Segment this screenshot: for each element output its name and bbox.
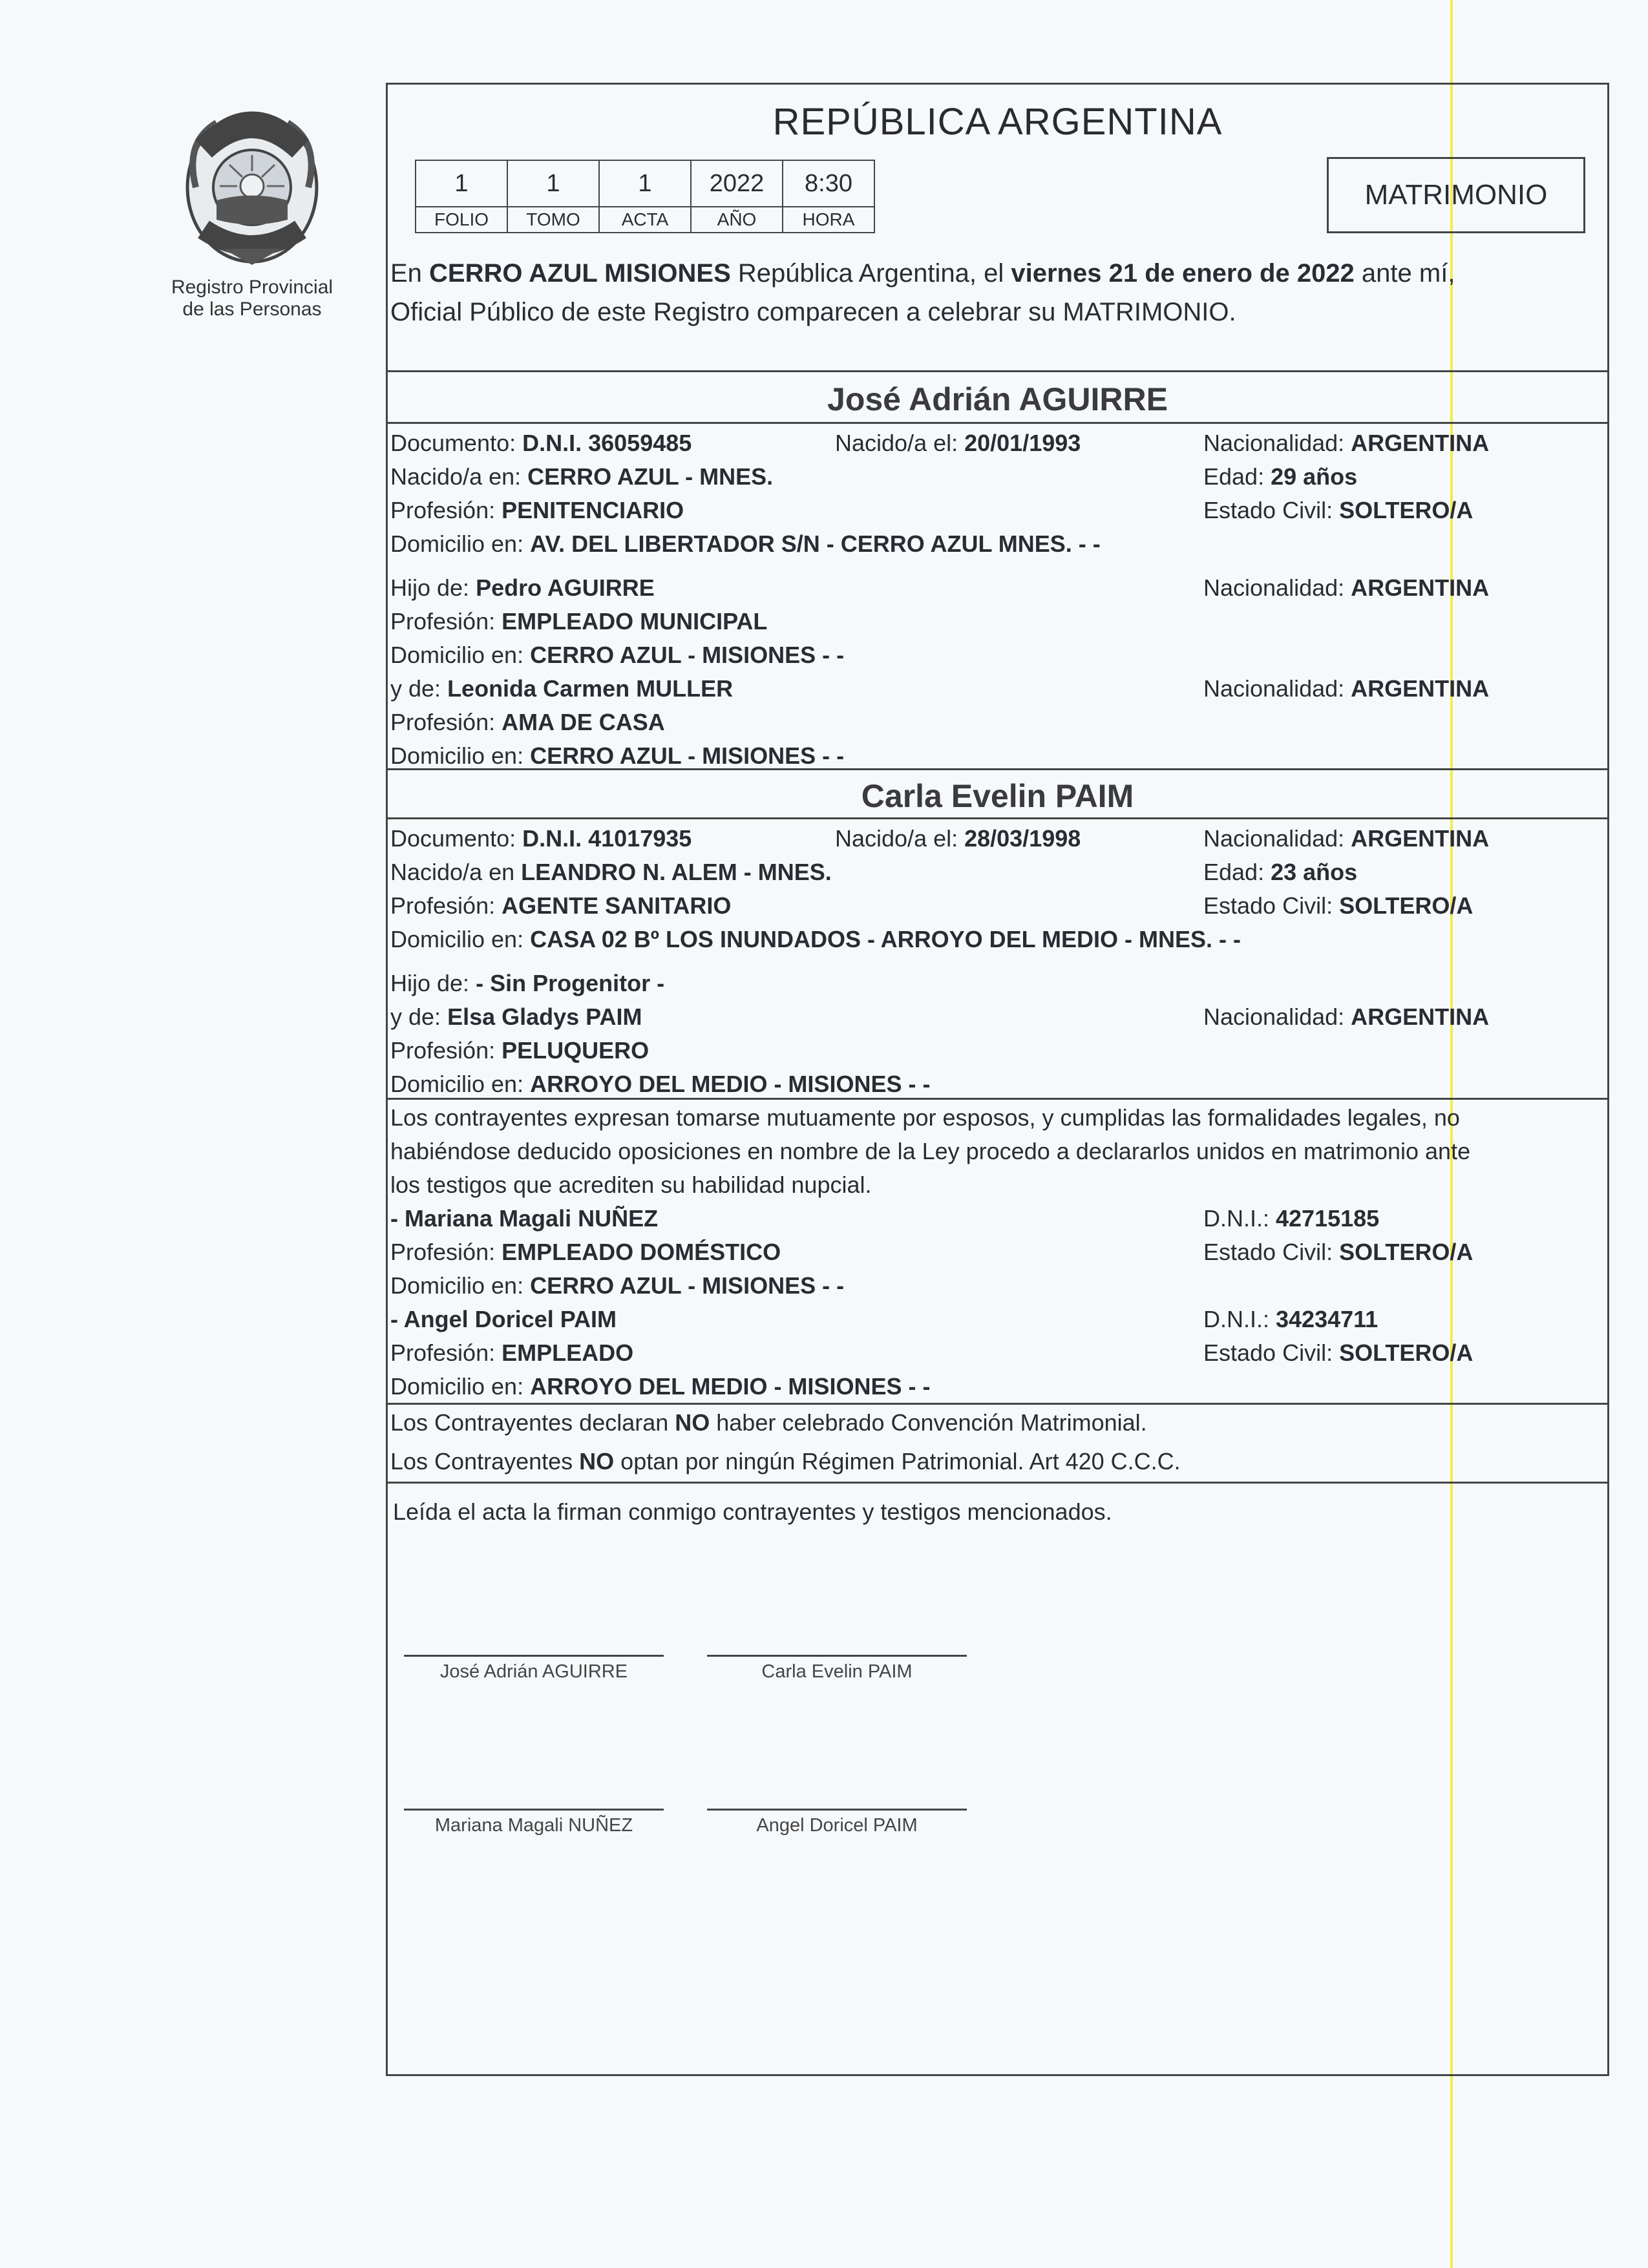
signature-line bbox=[707, 1809, 967, 1811]
spouse1-nacido-el: Nacido/a el: 20/01/1993 bbox=[835, 430, 1081, 456]
spouse1-edad: Edad: 29 años bbox=[1203, 463, 1358, 490]
tomo-label: TOMO bbox=[507, 207, 599, 233]
spouse2-padre: Hijo de: - Sin Progenitor - bbox=[390, 970, 665, 996]
acta-label: ACTA bbox=[599, 207, 691, 233]
signature-name-spouse2: Carla Evelin PAIM bbox=[761, 1661, 913, 1682]
spouse1-nacido-en: Nacido/a en: CERRO AZUL - MNES. bbox=[390, 463, 774, 490]
spouse2-documento: Documento: D.N.I. 41017935 bbox=[390, 825, 692, 852]
anio-label: AÑO bbox=[691, 207, 783, 233]
witness2-name: - Angel Doricel PAIM bbox=[390, 1306, 617, 1332]
spouse2-estado-civil: Estado Civil: SOLTERO/A bbox=[1203, 892, 1474, 919]
spouse2-nacionalidad: Nacionalidad: ARGENTINA bbox=[1203, 825, 1490, 852]
signature-name-spouse1: José Adrián AGUIRRE bbox=[439, 1661, 628, 1682]
misiones-seal-icon bbox=[178, 110, 326, 271]
closing-statement: Leída el acta la firman conmigo contrayentes y testigos mencionados. bbox=[393, 1498, 1112, 1525]
divider bbox=[388, 768, 1607, 770]
spouse1-name: José Adrián AGUIRRE bbox=[827, 381, 1168, 417]
spouse2-madre-profesion: Profesión: PELUQUERO bbox=[390, 1037, 650, 1064]
divider bbox=[388, 422, 1607, 424]
spouse1-padre-nacionalidad: Nacionalidad: ARGENTINA bbox=[1203, 574, 1490, 601]
signature-line bbox=[707, 1655, 967, 1657]
hora-label: HORA bbox=[783, 207, 874, 233]
logo-caption-line2: de las Personas bbox=[182, 299, 322, 320]
spouse2-nacido-en: Nacido/a en LEANDRO N. ALEM - MNES. bbox=[390, 859, 832, 885]
declaration-line1: Los contrayentes expresan tomarse mutuamente por esposos, y cumplidas las formalidades legales, no bbox=[390, 1104, 1460, 1131]
spouse2-madre-nacionalidad: Nacionalidad: ARGENTINA bbox=[1203, 1003, 1490, 1030]
declaration-line3: los testigos que acrediten su habilidad nupcial. bbox=[390, 1171, 872, 1198]
signature-name-witness1: Mariana Magali NUÑEZ bbox=[434, 1815, 633, 1836]
province-logo bbox=[162, 110, 343, 320]
signature-name-witness2: Angel Doricel PAIM bbox=[756, 1815, 918, 1836]
spouse1-padre: Hijo de: Pedro AGUIRRE bbox=[390, 574, 655, 601]
spouse1-estado-civil: Estado Civil: SOLTERO/A bbox=[1203, 497, 1474, 523]
marriage-certificate bbox=[386, 83, 1609, 2076]
record-type-box: MATRIMONIO bbox=[1327, 157, 1585, 233]
spouse1-madre-nacionalidad: Nacionalidad: ARGENTINA bbox=[1203, 675, 1490, 702]
divider bbox=[388, 1098, 1607, 1100]
folio-label: FOLIO bbox=[416, 207, 507, 233]
spouse1-profesion: Profesión: PENITENCIARIO bbox=[390, 497, 684, 523]
intro-line1: En CERRO AZUL MISIONES República Argentina, el viernes 21 de enero de 2022 ante mí, bbox=[390, 259, 1455, 288]
signature-line bbox=[404, 1655, 664, 1657]
spouse1-madre: y de: Leonida Carmen MULLER bbox=[390, 675, 734, 702]
spouse2-profesion: Profesión: AGENTE SANITARIO bbox=[390, 892, 732, 919]
acta-value: 1 bbox=[599, 160, 691, 207]
witness2-estado-civil: Estado Civil: SOLTERO/A bbox=[1203, 1339, 1474, 1366]
witness1-profesion: Profesión: EMPLEADO DOMÉSTICO bbox=[390, 1239, 781, 1265]
tomo-value: 1 bbox=[507, 160, 599, 207]
intro-place: CERRO AZUL MISIONES bbox=[429, 259, 731, 288]
convention-line1: Los Contrayentes declaran NO haber celebrado Convención Matrimonial. bbox=[390, 1409, 1147, 1436]
witness1-domicilio: Domicilio en: CERRO AZUL - MISIONES - - bbox=[390, 1272, 845, 1299]
divider bbox=[388, 817, 1607, 819]
convention-line2: Los Contrayentes NO optan por ningún Régimen Patrimonial. Art 420 C.C.C. bbox=[390, 1448, 1181, 1475]
spouse1-madre-domicilio: Domicilio en: CERRO AZUL - MISIONES - - bbox=[390, 742, 845, 769]
spouse1-documento: Documento: D.N.I. 36059485 bbox=[390, 430, 692, 456]
folio-value: 1 bbox=[416, 160, 507, 207]
hora-value: 8:30 bbox=[783, 160, 874, 207]
spouse2-name: Carla Evelin PAIM bbox=[861, 778, 1134, 814]
spouse1-padre-profesion: Profesión: EMPLEADO MUNICIPAL bbox=[390, 608, 768, 635]
divider bbox=[388, 1482, 1607, 1484]
spouse2-nacido-el: Nacido/a el: 28/03/1998 bbox=[835, 825, 1081, 852]
logo-caption bbox=[162, 277, 343, 320]
document-title: REPÚBLICA ARGENTINA bbox=[772, 101, 1223, 143]
spouse2-madre-domicilio: Domicilio en: ARROYO DEL MEDIO - MISIONES - - bbox=[390, 1071, 931, 1097]
spouse1-madre-profesion: Profesión: AMA DE CASA bbox=[390, 709, 665, 735]
witness1-estado-civil: Estado Civil: SOLTERO/A bbox=[1203, 1239, 1474, 1265]
intro-line2: Oficial Público de este Registro comparecen a celebrar su MATRIMONIO. bbox=[390, 298, 1236, 326]
declaration-line2: habiéndose deducido oposiciones en nombre de la Ley procedo a declararlos unidos en matrimonio ante bbox=[390, 1138, 1471, 1164]
spouse2-domicilio: Domicilio en: CASA 02 Bº LOS INUNDADOS - ARROYO DEL MEDIO - MNES. - - bbox=[390, 926, 1241, 952]
spouse1-padre-domicilio: Domicilio en: CERRO AZUL - MISIONES - - bbox=[390, 642, 845, 668]
spouse2-madre: y de: Elsa Gladys PAIM bbox=[390, 1003, 642, 1030]
witness1-dni: D.N.I.: 42715185 bbox=[1203, 1205, 1380, 1232]
witness2-domicilio: Domicilio en: ARROYO DEL MEDIO - MISIONES - - bbox=[390, 1373, 931, 1400]
witness1-name: - Mariana Magali NUÑEZ bbox=[390, 1205, 659, 1232]
witness2-dni: D.N.I.: 34234711 bbox=[1203, 1306, 1379, 1332]
witness2-profesion: Profesión: EMPLEADO bbox=[390, 1339, 634, 1366]
spouse2-edad: Edad: 23 años bbox=[1203, 859, 1358, 885]
spouse1-nacionalidad: Nacionalidad: ARGENTINA bbox=[1203, 430, 1490, 456]
registry-table bbox=[415, 160, 875, 233]
intro-paragraph bbox=[390, 254, 1605, 331]
anio-value: 2022 bbox=[691, 160, 783, 207]
spouse1-domicilio: Domicilio en: AV. DEL LIBERTADOR S/N - CERRO AZUL MNES. - - bbox=[390, 530, 1101, 557]
divider bbox=[388, 370, 1607, 372]
signature-line bbox=[404, 1809, 664, 1811]
logo-caption-line1: Registro Provincial bbox=[171, 277, 333, 298]
divider bbox=[388, 1403, 1607, 1405]
intro-date: viernes 21 de enero de 2022 bbox=[1011, 259, 1355, 288]
